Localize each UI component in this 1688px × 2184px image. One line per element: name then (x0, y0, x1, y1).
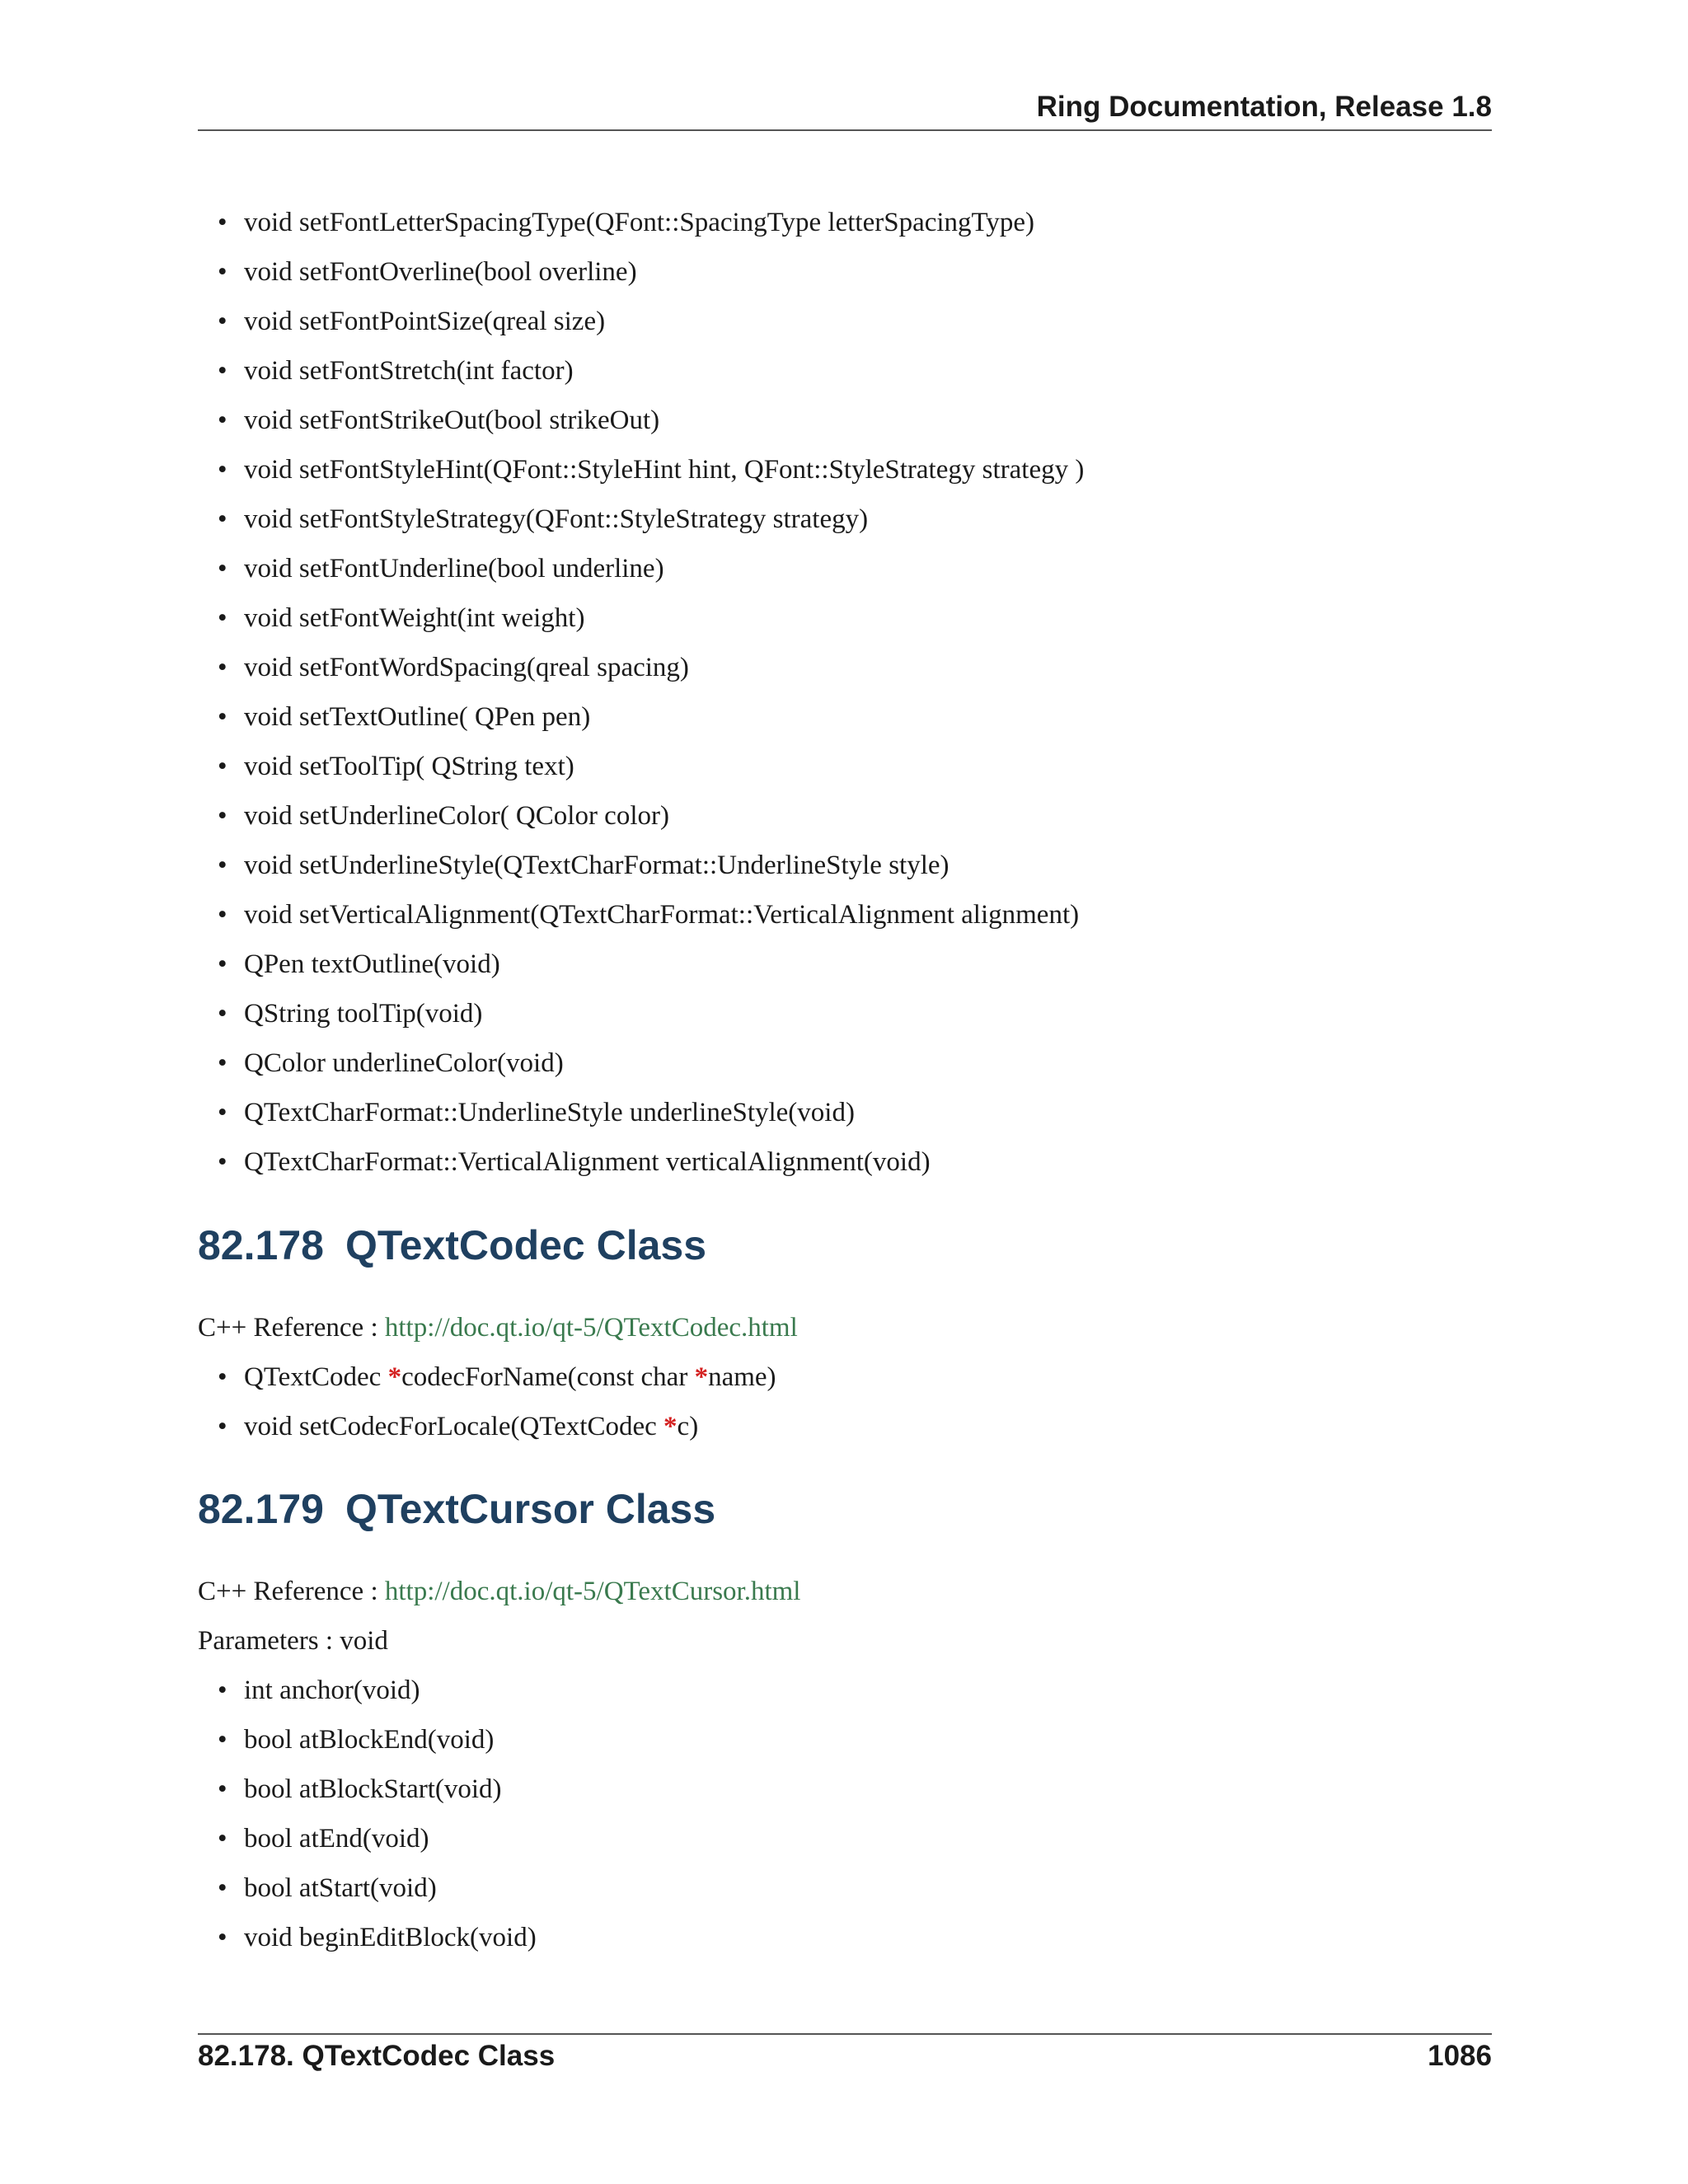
bullet-icon: • (218, 702, 227, 732)
list-item (218, 1715, 1492, 1765)
method-signature: QTextCharFormat::VerticalAlignment verticalAlignment(void) (244, 1147, 931, 1177)
header-rule (198, 129, 1492, 131)
running-header-title: Ring Documentation, Release 1.8 (1036, 91, 1492, 123)
method-signature: void setFontStyleStrategy(QFont::StyleStrategy strategy) (244, 504, 869, 534)
bullet-icon: • (218, 1048, 227, 1078)
section-title: QTextCursor Class (345, 1486, 716, 1532)
list-item (218, 346, 1492, 396)
list-item (218, 1913, 1492, 1962)
list-item (218, 692, 1492, 742)
list-item (218, 445, 1492, 494)
list-item (218, 494, 1492, 544)
bullet-icon: • (218, 356, 227, 386)
list-item (218, 791, 1492, 841)
list-item (218, 1088, 1492, 1137)
page-content (198, 198, 1492, 1962)
footer-page-number: 1086 (1428, 2040, 1492, 2072)
bullet-icon: • (218, 949, 227, 979)
footer-rule (198, 2033, 1492, 2035)
method-signature: bool atStart(void) (244, 1873, 437, 1903)
qtextcursor-method-list (198, 1666, 1492, 1962)
section-heading-qtextcodec (198, 1221, 1492, 1270)
list-item (218, 1765, 1492, 1814)
asterisk-icon: * (387, 1362, 402, 1392)
asterisk-icon: * (694, 1362, 709, 1392)
cpp-reference-line (198, 1567, 1492, 1616)
bullet-icon: • (218, 208, 227, 237)
list-item (218, 1814, 1492, 1863)
method-signature: void setVerticalAlignment(QTextCharFormat::VerticalAlignment alignment) (244, 900, 1080, 930)
list-item (218, 593, 1492, 643)
bullet-icon: • (218, 1923, 227, 1952)
method-signature: void setToolTip( QString text) (244, 752, 574, 781)
bullet-icon: • (218, 1675, 227, 1705)
bullet-icon: • (218, 504, 227, 534)
list-item (218, 841, 1492, 890)
method-signature: void setUnderlineStyle(QTextCharFormat::UnderlineStyle style) (244, 851, 950, 880)
list-item (218, 643, 1492, 692)
parameters-line: Parameters : void (198, 1626, 388, 1656)
reference-label: C++ Reference : (198, 1577, 385, 1606)
section-number: 82.178 (198, 1222, 324, 1268)
method-signature: void setTextOutline( QPen pen) (244, 702, 591, 732)
list-item: • QTextCodec *codecForName(const char *name) (244, 1352, 1492, 1402)
method-signature: void setFontStrikeOut(bool strikeOut) (244, 405, 660, 435)
method-signature: QPen textOutline(void) (244, 949, 500, 979)
bullet-icon: • (218, 1412, 227, 1441)
method-signature: QColor underlineColor(void) (244, 1048, 564, 1078)
list-item (218, 396, 1492, 445)
reference-label: C++ Reference : (198, 1313, 385, 1343)
footer-section-title: 82.178. QTextCodec Class (198, 2040, 556, 2072)
method-list-continued (198, 198, 1492, 1187)
list-item (218, 890, 1492, 940)
bullet-icon: • (218, 307, 227, 336)
bullet-icon: • (218, 801, 227, 831)
method-signature: void setFontStyleHint(QFont::StyleHint hint, QFont::StyleStrategy strategy ) (244, 455, 1085, 485)
list-item (218, 1863, 1492, 1913)
qtextcodec-reference-link[interactable]: http://doc.qt.io/qt-5/QTextCodec.html (384, 1313, 798, 1343)
list-item (218, 1137, 1492, 1187)
method-signature: void beginEditBlock(void) (244, 1923, 537, 1952)
bullet-icon: • (218, 455, 227, 485)
section-number: 82.179 (198, 1486, 324, 1532)
method-signature: bool atBlockEnd(void) (244, 1725, 495, 1755)
method-signature: int anchor(void) (244, 1675, 420, 1705)
bullet-icon: • (218, 851, 227, 880)
method-signature: bool atBlockStart(void) (244, 1774, 502, 1804)
bullet-icon: • (218, 603, 227, 633)
bullet-icon: • (218, 1774, 227, 1804)
bullet-icon: • (218, 752, 227, 781)
bullet-icon: • (218, 1098, 227, 1127)
list-item (218, 742, 1492, 791)
bullet-icon: • (218, 900, 227, 930)
method-signature: QTextCharFormat::UnderlineStyle underlineStyle(void) (244, 1098, 855, 1127)
method-signature: QString toolTip(void) (244, 999, 483, 1029)
section-heading-qtextcursor (198, 1484, 1492, 1534)
bullet-icon: • (218, 1362, 227, 1392)
method-signature: void setFontWeight(int weight) (244, 603, 585, 633)
list-item (218, 989, 1492, 1038)
list-item (218, 940, 1492, 989)
cpp-reference-line (198, 1303, 1492, 1352)
method-signature: void setFontWordSpacing(qreal spacing) (244, 653, 689, 682)
method-signature: void setFontUnderline(bool underline) (244, 554, 664, 583)
bullet-icon: • (218, 999, 227, 1029)
list-item: • void setCodecForLocale(QTextCodec *c) (244, 1402, 1492, 1451)
bullet-icon: • (218, 653, 227, 682)
list-item (218, 1038, 1492, 1088)
method-signature: void setFontPointSize(qreal size) (244, 307, 606, 336)
bullet-icon: • (218, 1824, 227, 1854)
qtextcodec-method-list (198, 1352, 1492, 1451)
list-item (218, 1666, 1492, 1715)
bullet-icon: • (218, 1147, 227, 1177)
asterisk-icon: * (663, 1412, 678, 1441)
bullet-icon: • (218, 554, 227, 583)
method-signature: void setFontOverline(bool overline) (244, 257, 637, 287)
bullet-icon: • (218, 1873, 227, 1903)
list-item (218, 247, 1492, 297)
bullet-icon: • (218, 405, 227, 435)
method-signature: void setFontStretch(int factor) (244, 356, 574, 386)
method-signature: void setFontLetterSpacingType(QFont::SpacingType letterSpacingType) (244, 208, 1035, 237)
bullet-icon: • (218, 257, 227, 287)
list-item (218, 198, 1492, 247)
section-title: QTextCodec Class (345, 1222, 707, 1268)
method-signature: bool atEnd(void) (244, 1824, 429, 1854)
list-item (218, 297, 1492, 346)
list-item (218, 544, 1492, 593)
bullet-icon: • (218, 1725, 227, 1755)
qtextcursor-reference-link[interactable]: http://doc.qt.io/qt-5/QTextCursor.html (384, 1577, 801, 1606)
method-signature: void setUnderlineColor( QColor color) (244, 801, 669, 831)
